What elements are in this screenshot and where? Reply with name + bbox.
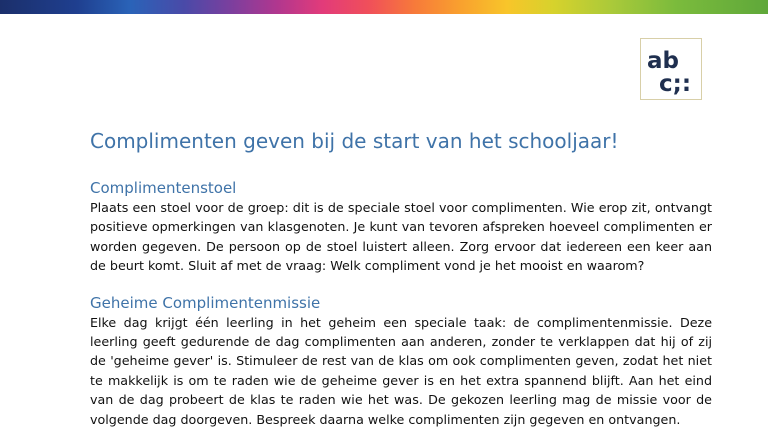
page-title: Complimenten geven bij de start van het schooljaar! [90, 129, 619, 153]
abc-logo-icon [641, 39, 701, 99]
logo-line-2: c;: [659, 71, 692, 97]
decorative-color-band [0, 0, 768, 14]
logo-line-1: ab [647, 48, 679, 74]
section-geheime-complimentenmissie [90, 293, 712, 429]
section-complimentenstoel [90, 178, 712, 276]
section-body: Plaats een stoel voor de groep: dit is de speciale stoel voor complimenten. Wie erop zit, ontvangt positieve opmerkingen van klasgenoten. Je kunt van tevoren afspreken hoeveel complimenten er worden gegeven. De persoon op de stoel luistert alleen. Zorg ervoor dat iedereen een keer aan de beurt komt. Sluit af met de vraag: Welk compliment vond je het mooist en waarom? [90, 200, 712, 274]
section-heading: Geheime Complimentenmissie [90, 293, 321, 312]
section-body: Elke dag krijgt één leerling in het geheim een speciale taak: de complimentenmissie. Deze leerling geeft gedurende de dag complimenten aan anderen, zonder te verklappen dat hij of zij de 'geheime gever' is. Stimuleer de rest van de klas om ook complimenten geven, zodat het niet te makkelijk is om te raden wie de geheime gever is en het extra spannend blijft. Aan het eind van de dag probeert de klas te raden wie het was. De gekozen leerling mag de missie voor de volgende dag doorgeven. Bespreek daarna welke complimenten zijn gegeven en ontvangen. [90, 314, 712, 427]
document-content [90, 126, 712, 429]
section-heading: Complimentenstoel [90, 179, 237, 197]
abc-logo [640, 38, 702, 100]
